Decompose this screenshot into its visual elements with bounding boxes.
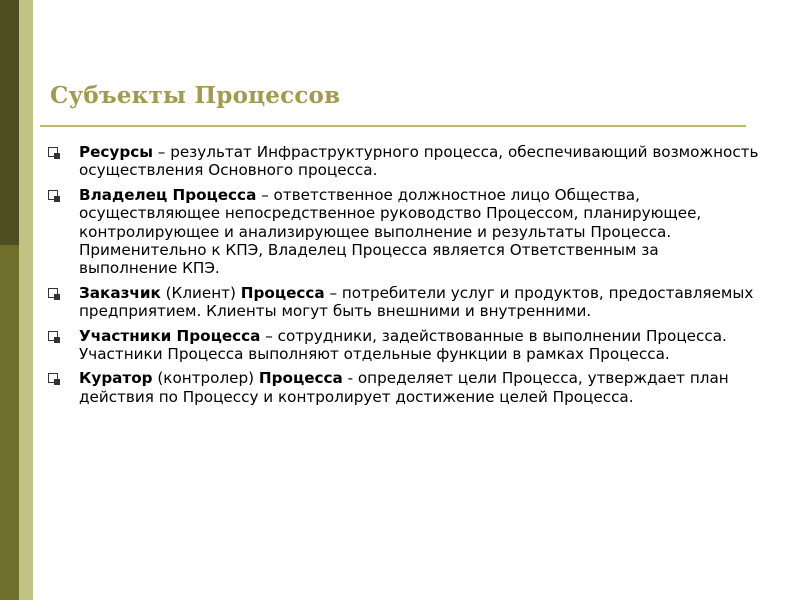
square-bullet-icon <box>48 288 58 298</box>
term: Заказчик <box>79 283 161 302</box>
list-item-curator <box>48 369 760 406</box>
list-item-resources <box>48 143 760 180</box>
list-item-participants <box>48 327 760 364</box>
title-divider <box>40 125 746 127</box>
definition: – потребители услуг и продуктов, предоставляемых предприятием. Клиенты могут быть внешними и внутренними. <box>79 283 754 321</box>
term-note: (Клиент) <box>160 283 241 302</box>
bullet-list <box>48 143 760 412</box>
term-note: (контролер) <box>152 369 259 388</box>
term: Владелец Процесса <box>79 185 257 204</box>
left-decor-stripe <box>19 0 33 600</box>
slide-title: Субъекты Процессов <box>50 82 341 109</box>
definition: – результат Инфраструктурного процесса, обеспечивающий возможность осуществления Основного процесса. <box>79 143 759 180</box>
left-decor-accent <box>0 0 19 245</box>
term: Участники Процесса <box>79 326 261 345</box>
square-bullet-icon <box>48 190 58 200</box>
list-item-process-owner <box>48 186 760 278</box>
square-bullet-icon <box>48 373 58 383</box>
term-suffix: Процесса <box>258 369 343 388</box>
term-suffix: Процесса <box>240 283 325 302</box>
term: Куратор <box>79 369 153 388</box>
term: Ресурсы <box>79 143 153 161</box>
list-item-customer <box>48 284 760 321</box>
square-bullet-icon <box>48 147 58 157</box>
definition: – ответственное должностное лицо Общества, осуществляющее непосредственное руководство Процессом, планирующее, контролирующее и анализирующее выполнение и результаты Процесса. Применительно к КПЭ, Владелец Процесса является Ответственным за выполнение КПЭ. <box>79 185 702 278</box>
definition: - определяет цели Процесса, утверждает план действия по Процессу и контролирует достижение целей Процесса. <box>79 369 729 406</box>
square-bullet-icon <box>48 331 58 341</box>
definition: – сотрудники, задействованные в выполнении Процесса. Участники Процесса выполняют отдельные функции в рамках Процесса. <box>79 326 727 364</box>
